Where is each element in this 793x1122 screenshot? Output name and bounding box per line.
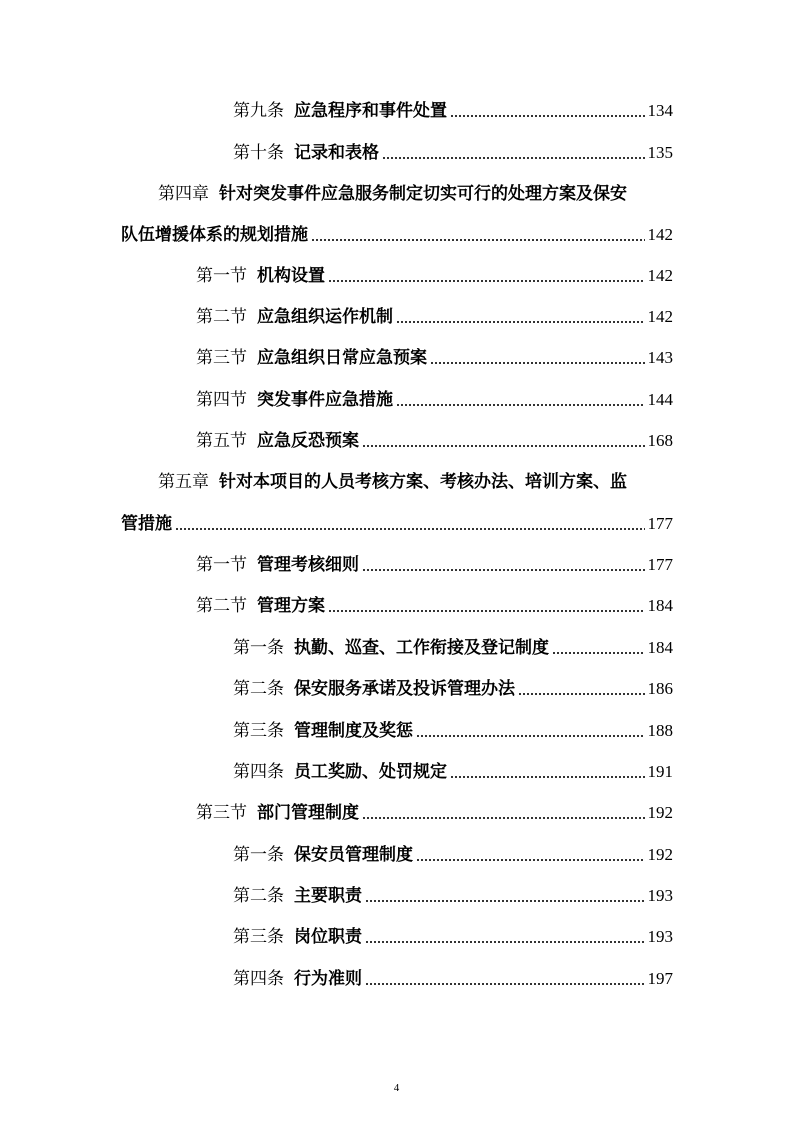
toc-entry-page: 192 [647, 803, 673, 822]
toc-entry[interactable] [0, 880, 793, 912]
toc-entry-title: 管理方案 [257, 596, 325, 616]
toc-entry[interactable] [0, 756, 793, 788]
toc-leader-dots [450, 115, 645, 117]
toc-entry-label: 第一条 [233, 845, 284, 865]
toc-entry-title-continuation: 队伍增援体系的规划措施 [121, 225, 308, 245]
toc-leader-dots [365, 983, 645, 985]
toc-entry-label: 第二节 [196, 307, 247, 327]
toc-entry[interactable] [0, 963, 793, 995]
toc-entry-title: 应急组织运作机制 [257, 307, 393, 327]
toc-leader-dots [362, 817, 645, 819]
toc-entry[interactable] [0, 301, 793, 333]
toc-entry-page: 193 [647, 927, 673, 946]
toc-leader-dots [365, 900, 645, 902]
toc-chapter-heading[interactable] [0, 178, 793, 210]
toc-entry[interactable] [0, 137, 793, 169]
toc-leader-dots [430, 362, 645, 364]
toc-entry-label: 第十条 [233, 143, 284, 163]
toc-leader-dots [382, 157, 645, 159]
toc-entry[interactable] [0, 342, 793, 374]
toc-entry-title: 管理考核细则 [257, 555, 359, 575]
toc-entry-label: 第五章 [158, 472, 209, 492]
toc-entry-page: 192 [647, 845, 673, 864]
toc-entry-title: 针对本项目的人员考核方案、考核办法、培训方案、监 [219, 472, 627, 492]
toc-entry-label: 第二条 [233, 886, 284, 906]
toc-entry-title: 突发事件应急措施 [257, 390, 393, 410]
toc-entry[interactable] [0, 425, 793, 457]
toc-entry-title: 管理制度及奖惩 [294, 721, 413, 741]
toc-entry-page: 191 [647, 762, 673, 781]
toc-leader-dots [552, 652, 645, 654]
toc-entry-title: 部门管理制度 [257, 803, 359, 823]
toc-entry-label: 第一节 [196, 266, 247, 286]
toc-entry-page: 193 [647, 886, 673, 905]
toc-entry[interactable] [0, 549, 793, 581]
toc-leader-dots [362, 445, 645, 447]
toc-entry-title: 机构设置 [257, 266, 325, 286]
toc-leader-dots [175, 528, 645, 530]
toc-entry-title: 应急组织日常应急预案 [257, 348, 427, 368]
toc-entry-title: 针对突发事件应急服务制定切实可行的处理方案及保安 [219, 184, 627, 204]
footer-page-number: 4 [393, 1082, 400, 1094]
toc-entry-title: 记录和表格 [294, 143, 379, 163]
toc-entry-label: 第四节 [196, 390, 247, 410]
toc-entry-title: 保安员管理制度 [294, 845, 413, 865]
toc-entry-page: 186 [647, 679, 673, 698]
toc-entry[interactable] [0, 260, 793, 292]
toc-entry-label: 第四条 [233, 969, 284, 989]
toc-leader-dots [328, 280, 645, 282]
toc-entry-label: 第五节 [196, 431, 247, 451]
toc-entry-page: 142 [647, 266, 673, 285]
toc-entry-page: 135 [647, 143, 673, 162]
toc-entry-label: 第三节 [196, 348, 247, 368]
toc-entry-label: 第三条 [233, 927, 284, 947]
toc-entry-page: 142 [647, 307, 673, 326]
toc-entry-title-continuation: 管措施 [121, 514, 172, 534]
toc-entry-title: 主要职责 [294, 886, 362, 906]
toc-entry-page: 184 [647, 596, 673, 615]
toc-entry-title: 员工奖励、处罚规定 [294, 762, 447, 782]
toc-leader-dots [416, 735, 645, 737]
toc-entry-title: 岗位职责 [294, 927, 362, 947]
toc-entry-continuation[interactable] [0, 508, 793, 540]
toc-leader-dots [450, 776, 645, 778]
toc-entry[interactable] [0, 797, 793, 829]
toc-entry-label: 第一节 [196, 555, 247, 575]
toc-entry-title: 应急反恐预案 [257, 431, 359, 451]
toc-leader-dots [416, 859, 645, 861]
toc-leader-dots [518, 693, 645, 695]
toc-entry-title: 保安服务承诺及投诉管理办法 [294, 679, 515, 699]
toc-entry[interactable] [0, 673, 793, 705]
toc-leader-dots [362, 569, 645, 571]
toc-entry-continuation[interactable] [0, 219, 793, 251]
toc-leader-dots [396, 404, 645, 406]
toc-entry[interactable] [0, 632, 793, 664]
toc-entry-label: 第九条 [233, 101, 284, 121]
toc-entry-title: 行为准则 [294, 969, 362, 989]
toc-leader-dots [311, 239, 645, 241]
toc-entry-label: 第三节 [196, 803, 247, 823]
toc-entry-page: 188 [647, 721, 673, 740]
toc-entry[interactable] [0, 715, 793, 747]
toc-entry[interactable] [0, 590, 793, 622]
toc-entry-title: 应急程序和事件处置 [294, 101, 447, 121]
toc-entry-page: 168 [647, 431, 673, 450]
toc-entry-label: 第一条 [233, 638, 284, 658]
toc-entry-page: 177 [647, 514, 673, 533]
toc-entry-page: 144 [647, 390, 673, 409]
toc-entry-page: 197 [647, 969, 673, 988]
toc-entry-page: 134 [647, 101, 673, 120]
toc-entry-page: 143 [647, 348, 673, 367]
toc-entry[interactable] [0, 95, 793, 127]
toc-entry-label: 第二节 [196, 596, 247, 616]
toc-entry-label: 第四条 [233, 762, 284, 782]
toc-entry-label: 第四章 [158, 184, 209, 204]
toc-entry[interactable] [0, 839, 793, 871]
toc-leader-dots [328, 610, 645, 612]
toc-entry[interactable] [0, 921, 793, 953]
toc-entry-label: 第二条 [233, 679, 284, 699]
toc-entry-label: 第三条 [233, 721, 284, 741]
toc-entry-title: 执勤、巡查、工作衔接及登记制度 [294, 638, 549, 658]
toc-entry-page: 177 [647, 555, 673, 574]
toc-entry-page: 184 [647, 638, 673, 657]
toc-chapter-heading[interactable] [0, 466, 793, 498]
toc-entry[interactable] [0, 384, 793, 416]
toc-entry-page: 142 [647, 225, 673, 244]
toc-leader-dots [365, 941, 645, 943]
toc-leader-dots [396, 321, 645, 323]
